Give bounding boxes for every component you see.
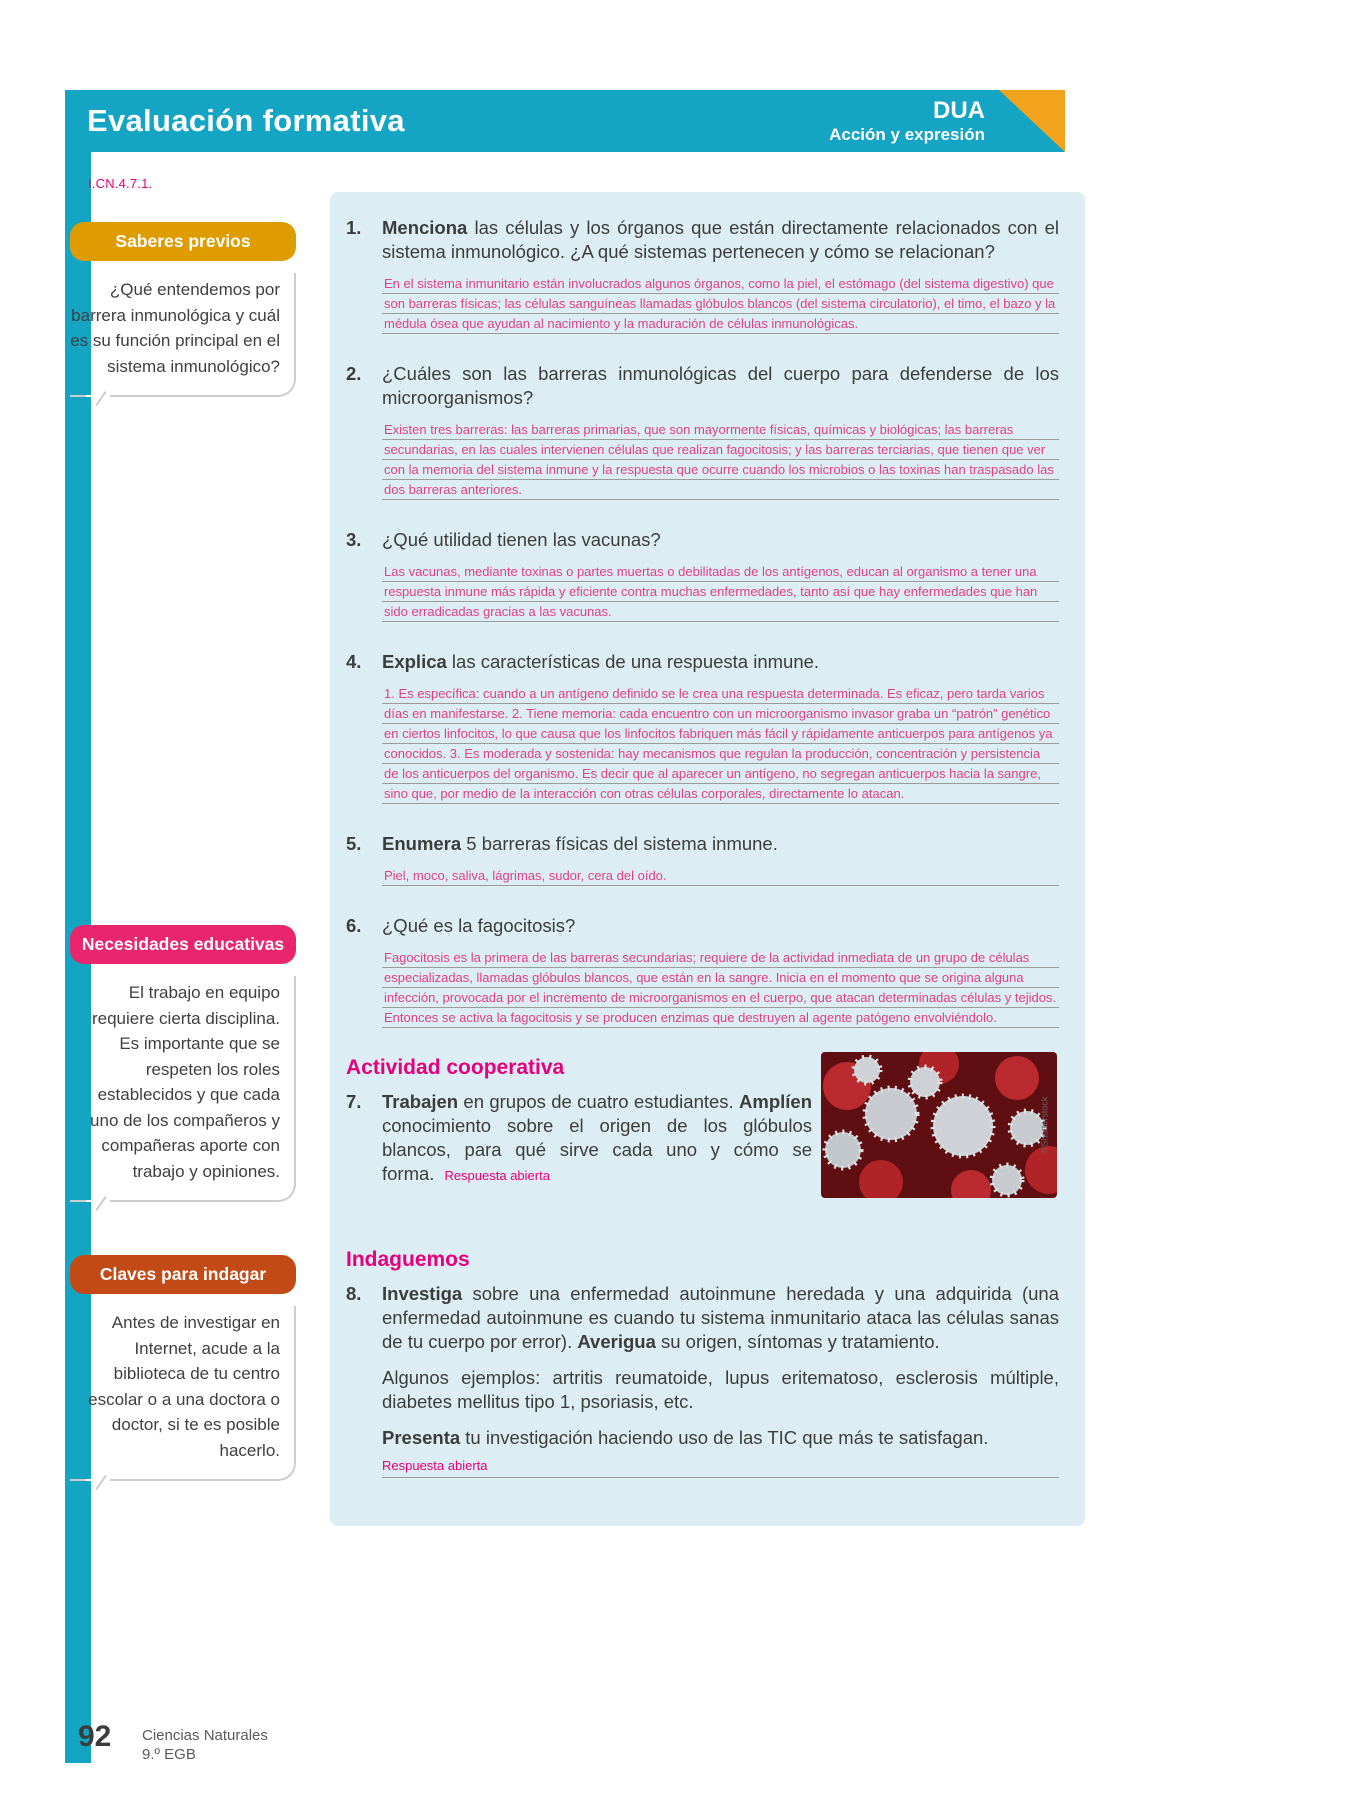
- question-8-verb-3: Presenta: [382, 1427, 461, 1448]
- section-heading-indaguemos: Indaguemos: [346, 1248, 470, 1271]
- indaguemos-section: [346, 1248, 1059, 1478]
- white-blood-cells-image: [821, 1052, 1057, 1198]
- grade-label: 9.º EGB: [142, 1746, 196, 1763]
- page-header: [65, 90, 1065, 152]
- cooperative-activity-section: [346, 1056, 1059, 1220]
- image-credit: ©Shutterstock: [1039, 1096, 1050, 1154]
- question-1-body: las células y los órganos que están directamente relacionados con el sistema inmunológico. ¿A qué sistemas pertenecen y cómo se relacionan?: [382, 217, 1059, 262]
- question-7-body-2: conocimiento sobre el origen de los glóbulos blancos, para qué sirve cada uno y cómo se forma.: [382, 1115, 812, 1184]
- sidebar-note-claves-para-indagar: [70, 1255, 296, 1481]
- question-2-number: 2.: [346, 363, 362, 384]
- section-heading-actividad-cooperativa: Actividad cooperativa: [346, 1056, 565, 1079]
- question-8-body-2: su origen, síntomas y tratamiento.: [655, 1331, 940, 1352]
- question-7-open-answer-note: Respuesta abierta: [444, 1168, 550, 1183]
- question-8-body-1: sobre una enfermedad autoinmune heredada y una adquirida (una enfermedad autoinmune es cuando tu sistema inmunitario ataca las células sanas de tu cuerpo por error).: [382, 1283, 1059, 1352]
- page-title: Evaluación formativa: [87, 103, 405, 138]
- speech-tail: [95, 1475, 106, 1490]
- dua-label: DUA: [933, 97, 985, 124]
- question-4: [346, 650, 1059, 804]
- question-2-text: ¿Cuáles son las barreras inmunológicas del cuerpo para defenderse de los microorganismos?: [382, 363, 1059, 408]
- question-1-number: 1.: [346, 217, 362, 238]
- saberes-previos-badge: Saberes previos: [70, 222, 296, 261]
- sidebar-note-saberes-previos: [70, 222, 296, 397]
- curriculum-reference: I.CN.4.7.1.: [88, 176, 153, 191]
- question-6: [346, 914, 1059, 1028]
- question-5-answer: Piel, moco, saliva, lágrimas, sudor, cera del oído.: [382, 866, 1059, 886]
- question-8-body-3: tu investigación haciendo uso de las TIC que más te satisfagan.: [460, 1427, 989, 1448]
- question-3-text: ¿Qué utilidad tienen las vacunas?: [382, 529, 661, 550]
- question-4-number: 4.: [346, 651, 362, 672]
- question-3-number: 3.: [346, 529, 362, 550]
- course-name: Ciencias Naturales: [142, 1727, 268, 1744]
- course-info: [142, 1726, 268, 1764]
- claves-para-indagar-text: Antes de investigar en Internet, acude a la biblioteca de tu centro escolar o a una doctora o doctor, si te es posible hacerlo.: [88, 1313, 280, 1460]
- question-8-verb-1: Investiga: [382, 1283, 463, 1304]
- question-8-examples: Algunos ejemplos: artritis reumatoide, lupus eritematoso, esclerosis múltiple, diabetes mellitus tipo 1, psoriasis, etc.: [382, 1367, 1059, 1412]
- question-1-text: [382, 216, 1059, 264]
- question-7-verb-1: Trabajen: [382, 1091, 459, 1112]
- question-7-number: 7.: [346, 1091, 362, 1112]
- claves-para-indagar-badge: Claves para indagar: [70, 1255, 296, 1294]
- saberes-previos-text: ¿Qué entendemos por barrera inmunológica y cuál es su función principal en el sistema inmunológico?: [70, 280, 280, 376]
- question-5-text: [382, 832, 1059, 856]
- question-1-answer: En el sistema inmunitario están involucrados algunos órganos, como la piel, el estómago (del sistema digestivo) que son barreras físicas; las células sanguíneas llamadas glóbulos blancos (del sistema circulatorio), el timo, el bazo y la médula ósea que ayudan al nacimiento y la maduración de células inmunológicas.: [382, 274, 1059, 334]
- page-number: 92: [78, 1720, 112, 1753]
- question-2: [346, 362, 1059, 500]
- speech-tail: [95, 391, 106, 406]
- speech-tail: [95, 1196, 106, 1211]
- question-7-verb-2: Amplíen: [739, 1091, 812, 1112]
- exercises-panel: [330, 192, 1085, 1526]
- speech-tail-gap: [86, 395, 110, 397]
- white-blood-cells-illustration: [821, 1052, 1057, 1198]
- question-2-answer: Existen tres barreras: las barreras primarias, que son mayormente físicas, químicas y biológicas; las barreras secundarias, en las cuales intervienen células que realizan fagocitosis; y las barreras terciarias, que tienen que ver con la memoria del sistema inmune y la respuesta que ocurre cuando los microbios o las toxinas han traspasado las dos barreras anteriores.: [382, 420, 1059, 500]
- question-3: [346, 528, 1059, 622]
- necesidades-educativas-text-frame: [70, 976, 296, 1202]
- speech-tail-gap: [86, 1479, 110, 1481]
- sidebar-note-necesidades-educativas: [70, 925, 296, 1202]
- orange-corner-decoration: [999, 90, 1065, 152]
- speech-tail-gap: [86, 1200, 110, 1202]
- question-4-answer: 1. Es específica: cuando a un antígeno definido se le crea una respuesta determinada. Es eficaz, pero tarda varios días en manifestarse. 2. Tiene memoria: cada encuentro con un microorganismo invasor graba un “patrón” genético en ciertos linfocitos, lo que causa que los linfocitos fabriquen más fácil y rápidamente anticuerpos para antígenos ya conocidos. 3. Es moderada y sostenida: hay mecanismos que regulan la producción, concentración y persistencia de los anticuerpos del organismo. Es decir que al aparecer un antígeno, no segregan anticuerpos hacia la sangre, sino que, por medio de la interacción con otras células corporales, directamente lo atacan.: [382, 684, 1059, 804]
- question-6-number: 6.: [346, 915, 362, 936]
- question-6-text: ¿Qué es la fagocitosis?: [382, 915, 576, 936]
- question-7-text: [382, 1090, 812, 1188]
- dua-block: [829, 97, 985, 145]
- question-4-body: las características de una respuesta inmune.: [446, 651, 820, 672]
- question-1: [346, 216, 1059, 334]
- question-4-verb: Explica: [382, 651, 447, 672]
- question-8-number: 8.: [346, 1283, 362, 1304]
- question-5-verb: Enumera: [382, 833, 462, 854]
- question-5-body: 5 barreras físicas del sistema inmune.: [461, 833, 778, 854]
- question-8-text: [382, 1282, 1059, 1354]
- dua-subtitle: Acción y expresión: [829, 125, 985, 144]
- necesidades-educativas-badge: Necesidades educativas: [70, 925, 296, 964]
- necesidades-educativas-text: El trabajo en equipo requiere cierta disciplina. Es importante que se respeten los roles establecidos y que cada uno de los compañeros y compañeras aporte con trabajo y opiniones.: [90, 983, 280, 1181]
- question-5-number: 5.: [346, 833, 362, 854]
- question-8-open-answer-note: Respuesta abierta: [382, 1458, 1059, 1478]
- question-3-answer: Las vacunas, mediante toxinas o partes muertas o debilitadas de los antígenos, educan al organismo a tener una respuesta inmune más rápida y eficiente contra muchas enfermedades, tanto así que hay enfermedades que han sido erradicadas gracias a las vacunas.: [382, 562, 1059, 622]
- question-5: [346, 832, 1059, 886]
- question-8-verb-2: Averigua: [577, 1331, 656, 1352]
- question-1-verb: Menciona: [382, 217, 468, 238]
- question-6-answer: Fagocitosis es la primera de las barreras secundarias; requiere de la actividad inmediata de un grupo de células especializadas, llamadas glóbulos blancos, que están en la sangre. Inicia en el momento que se origina alguna infección, provocada por el incremento de microorganismos en el cuerpo, que atacan determinadas células y tejidos. Entonces se activa la fagocitosis y se producen enzimas que destruyen al agente patógeno envolviéndolo.: [382, 948, 1059, 1028]
- question-4-text: [382, 650, 1059, 674]
- claves-para-indagar-text-frame: [70, 1306, 296, 1481]
- saberes-previos-text-frame: [70, 273, 296, 397]
- question-8-presenta: [382, 1426, 1059, 1450]
- question-7-body-1: en grupos de cuatro estudiantes.: [458, 1091, 740, 1112]
